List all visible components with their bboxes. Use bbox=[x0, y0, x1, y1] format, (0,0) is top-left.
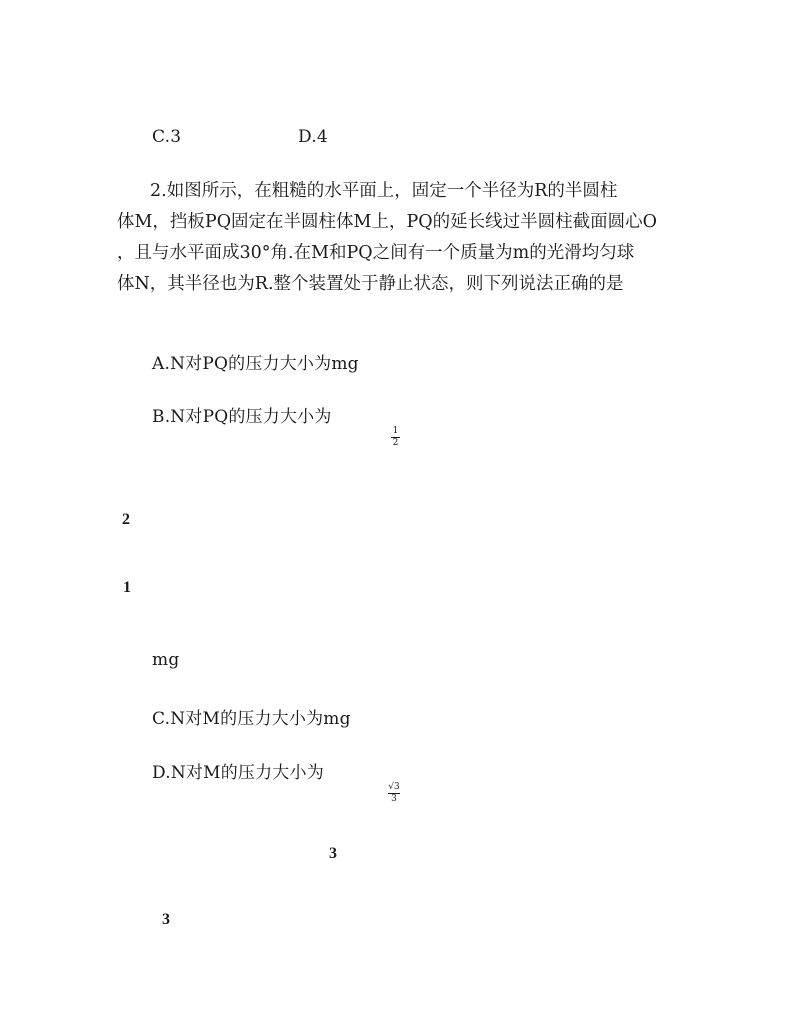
q2-option-d: D.N对M的压力大小为 bbox=[152, 763, 324, 783]
stray-number-2: 2 bbox=[122, 511, 130, 528]
stray-number-3a: 3 bbox=[329, 845, 337, 862]
q1-option-d: D.4 bbox=[298, 127, 328, 147]
q2-option-b-fraction bbox=[391, 426, 400, 449]
q2-option-d-fraction bbox=[388, 782, 400, 805]
fraction-numerator: 1 bbox=[392, 426, 399, 436]
q2-option-a: A.N对PQ的压力大小为mg bbox=[152, 354, 359, 374]
q2-stem bbox=[117, 176, 677, 300]
q2-option-b: B.N对PQ的压力大小为 bbox=[152, 407, 332, 427]
q2-option-c: C.N对M的压力大小为mg bbox=[152, 709, 351, 729]
fraction-numerator: √3 bbox=[388, 782, 400, 792]
fraction-denominator: 2 bbox=[392, 438, 399, 448]
fraction-denominator: 3 bbox=[391, 794, 397, 804]
q2-stem-line-4: 体N，其半径也为R.整个装置处于静止状态，则下列说法正确的是 bbox=[117, 274, 624, 294]
q2-stem-line-2: 体M，挡板PQ固定在半圆柱体M上，PQ的延长线过半圆柱截面圆心O bbox=[117, 212, 657, 232]
q1-option-c: C.3 bbox=[152, 127, 182, 147]
q2-stem-line-1: 2.如图所示，在粗糙的水平面上，固定一个半径为R的半圆柱 bbox=[150, 181, 618, 201]
q2-option-b-tail: mg bbox=[152, 650, 180, 670]
stray-number-1: 1 bbox=[123, 579, 131, 596]
stray-number-3b: 3 bbox=[162, 911, 170, 928]
q2-stem-line-3: ，且与水平面成30°角.在M和PQ之间有一个质量为m的光滑均匀球 bbox=[117, 243, 635, 263]
